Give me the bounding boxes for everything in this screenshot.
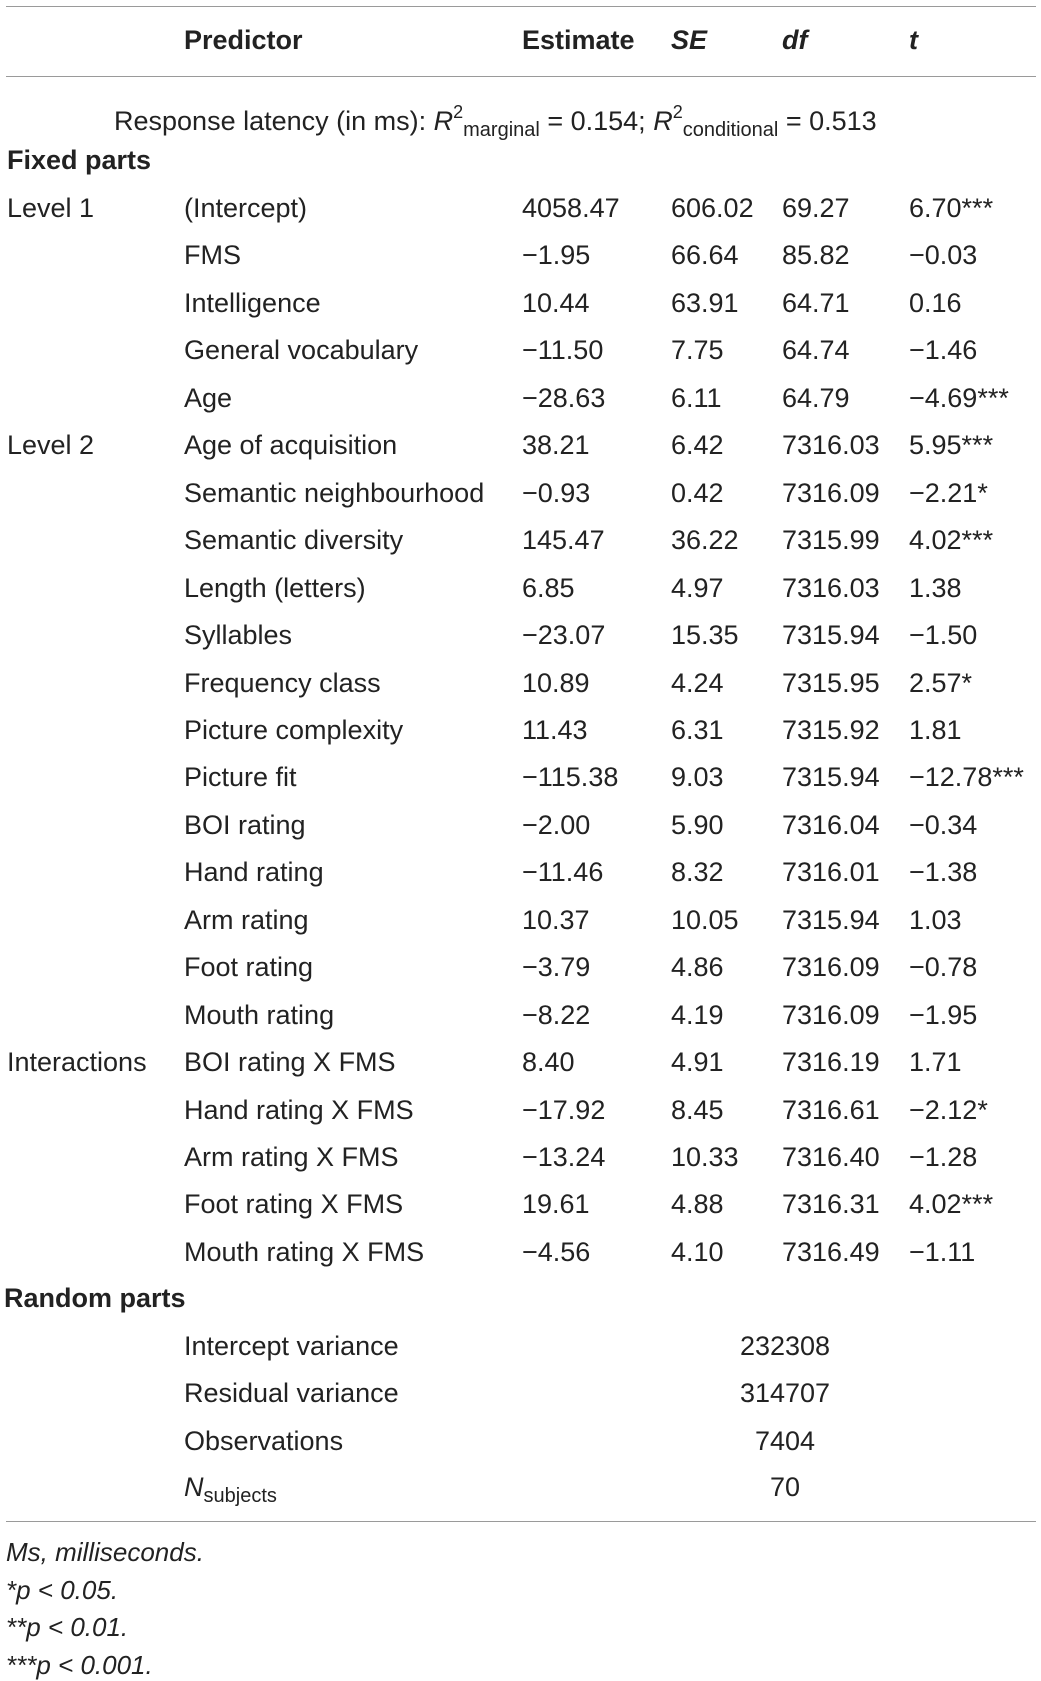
row-df: 69.27 [782,193,850,223]
row-se: 4.91 [671,1047,724,1077]
row-df: 7316.31 [782,1189,880,1219]
row-predictor: Foot rating [184,952,314,982]
row-predictor: Arm rating X FMS [184,1142,399,1172]
top-rule [6,6,1036,7]
random-row-value: 7404 [754,1426,816,1456]
row-se: 6.11 [671,383,722,413]
row-t: 1.81 [909,715,962,745]
random-row-label: Intercept variance [184,1331,399,1361]
fixed-parts-label: Fixed parts [7,145,152,175]
row-estimate: −115.38 [522,762,619,792]
row-t: −2.12* [909,1095,988,1125]
row-estimate: −13.24 [522,1142,606,1172]
row-t: −1.50 [909,620,978,650]
row-df: 7316.09 [782,478,880,508]
row-df: 7316.03 [782,573,880,603]
row-se: 10.33 [671,1142,739,1172]
row-se: 0.42 [671,478,724,508]
row-t: 4.02*** [909,525,994,555]
row-estimate: −23.07 [522,620,606,650]
row-df: 7315.92 [782,715,880,745]
row-estimate: −3.79 [522,952,591,982]
header-t: t [909,25,918,55]
row-df: 7315.94 [782,905,880,935]
row-estimate: 10.44 [522,288,590,318]
row-group-label: Level 2 [7,430,95,460]
row-estimate: 11.43 [522,715,588,745]
marginal-sub: marginal [463,119,540,141]
note-line: ***p < 0.001. [6,1650,153,1680]
row-df: 64.74 [782,335,850,365]
random-row-value: 232308 [739,1331,831,1361]
row-predictor: Picture fit [184,762,297,792]
row-df: 64.79 [782,383,850,413]
r-symbol-2: R [653,106,673,136]
row-t: 0.16 [909,288,962,318]
row-se: 9.03 [671,762,724,792]
row-t: −0.03 [909,240,978,270]
row-estimate: −4.56 [522,1237,591,1267]
row-predictor: Intelligence [184,288,321,318]
row-se: 66.64 [671,240,739,270]
row-estimate: −28.63 [522,383,606,413]
row-t: −1.11 [909,1237,976,1267]
row-df: 7316.19 [782,1047,880,1077]
row-predictor: Hand rating [184,857,324,887]
row-estimate: −8.22 [522,1000,591,1030]
row-predictor: Length (letters) [184,573,366,603]
row-estimate: 10.89 [522,668,590,698]
row-predictor: BOI rating [184,810,306,840]
row-estimate: −0.93 [522,478,591,508]
row-predictor: Age of acquisition [184,430,398,460]
r-squared-exp: 2 [453,102,464,122]
row-se: 4.88 [671,1189,724,1219]
header-se: SE [671,25,708,55]
row-se: 5.90 [671,810,724,840]
random-row-value: 314707 [739,1378,831,1408]
row-predictor: Frequency class [184,668,381,698]
row-predictor: Syllables [184,620,293,650]
row-predictor: Mouth rating [184,1000,335,1030]
row-predictor: FMS [184,240,241,270]
row-estimate: 38.21 [522,430,590,460]
note-line: Ms, milliseconds. [6,1537,204,1567]
row-se: 4.97 [671,573,724,603]
row-t: −1.95 [909,1000,978,1030]
row-t: −1.46 [909,335,978,365]
row-estimate: 4058.47 [522,193,620,223]
row-se: 8.32 [671,857,724,887]
row-estimate: −11.46 [522,857,604,887]
marginal-value: = 0.154; [539,106,654,136]
row-t: −4.69*** [909,383,1009,413]
row-se: 4.19 [671,1000,724,1030]
row-predictor: Picture complexity [184,715,404,745]
row-estimate: 10.37 [522,905,590,935]
row-df: 64.71 [782,288,850,318]
row-se: 36.22 [671,525,739,555]
header-rule [6,76,1036,77]
random-parts-label: Random parts [4,1283,186,1313]
row-t: −0.78 [909,952,978,982]
row-t: −1.28 [909,1142,978,1172]
row-se: 6.31 [671,715,724,745]
row-t: 5.95*** [909,430,994,460]
row-predictor: (Intercept) [184,193,308,223]
row-estimate: 8.40 [522,1047,575,1077]
model-fit-line [114,96,877,146]
row-predictor: Arm rating [184,905,309,935]
row-t: −1.38 [909,857,978,887]
random-row-label: Observations [184,1426,344,1456]
header-estimate: Estimate [522,25,635,55]
row-estimate: −1.95 [522,240,591,270]
row-estimate: −17.92 [522,1095,606,1125]
row-df: 7316.01 [782,857,880,887]
row-estimate: −11.50 [522,335,604,365]
row-df: 7315.95 [782,668,880,698]
row-t: 4.02*** [909,1189,994,1219]
row-t: 1.03 [909,905,962,935]
r-symbol: R [433,106,454,136]
r-squared-exp-2: 2 [672,102,683,122]
n-sub: subjects [203,1485,277,1507]
row-df: 7316.49 [782,1237,880,1267]
row-t: −12.78*** [909,762,1024,792]
row-df: 7316.09 [782,1000,880,1030]
row-group-label: Level 1 [7,193,95,223]
conditional-value: = 0.513 [778,106,877,136]
row-se: 8.45 [671,1095,724,1125]
row-se: 7.75 [671,335,724,365]
row-t: 2.57* [909,668,973,698]
note-line: **p < 0.01. [6,1612,129,1642]
row-se: 63.91 [671,288,739,318]
row-se: 4.10 [671,1237,724,1267]
row-se: 606.02 [671,193,754,223]
row-df: 85.82 [782,240,850,270]
bottom-rule [6,1521,1036,1522]
nsubjects-label [184,1471,277,1512]
row-df: 7315.94 [782,620,880,650]
row-t: −2.21* [909,478,988,508]
row-estimate: −2.00 [522,810,591,840]
row-predictor: BOI rating X FMS [184,1047,396,1077]
row-predictor: Foot rating X FMS [184,1189,404,1219]
nsubjects-value: 70 [769,1472,801,1502]
row-predictor: Mouth rating X FMS [184,1237,425,1267]
n-symbol: N [184,1472,204,1502]
note-line: *p < 0.05. [6,1575,119,1605]
row-t: 1.71 [909,1047,962,1077]
header-predictor: Predictor [184,25,303,55]
row-df: 7316.09 [782,952,880,982]
row-t: 6.70*** [909,193,994,223]
row-df: 7316.04 [782,810,880,840]
row-t: −0.34 [909,810,978,840]
header-df: df [782,25,808,55]
row-se: 4.86 [671,952,724,982]
row-df: 7316.61 [782,1095,880,1125]
random-row-label: Residual variance [184,1378,399,1408]
row-se: 15.35 [671,620,739,650]
conditional-sub: conditional [682,119,779,141]
row-group-label: Interactions [7,1047,147,1077]
row-df: 7316.40 [782,1142,880,1172]
model-prefix: Response latency (in ms): [114,106,434,136]
row-se: 4.24 [671,668,724,698]
row-predictor: General vocabulary [184,335,419,365]
row-t: 1.38 [909,573,962,603]
row-predictor: Semantic diversity [184,525,404,555]
row-estimate: 6.85 [522,573,575,603]
row-predictor: Semantic neighbourhood [184,478,485,508]
row-df: 7315.94 [782,762,880,792]
row-se: 10.05 [671,905,739,935]
row-df: 7315.99 [782,525,880,555]
row-estimate: 145.47 [522,525,605,555]
row-predictor: Age [184,383,233,413]
row-se: 6.42 [671,430,724,460]
row-estimate: 19.61 [522,1189,590,1219]
row-predictor: Hand rating X FMS [184,1095,414,1125]
row-df: 7316.03 [782,430,880,460]
